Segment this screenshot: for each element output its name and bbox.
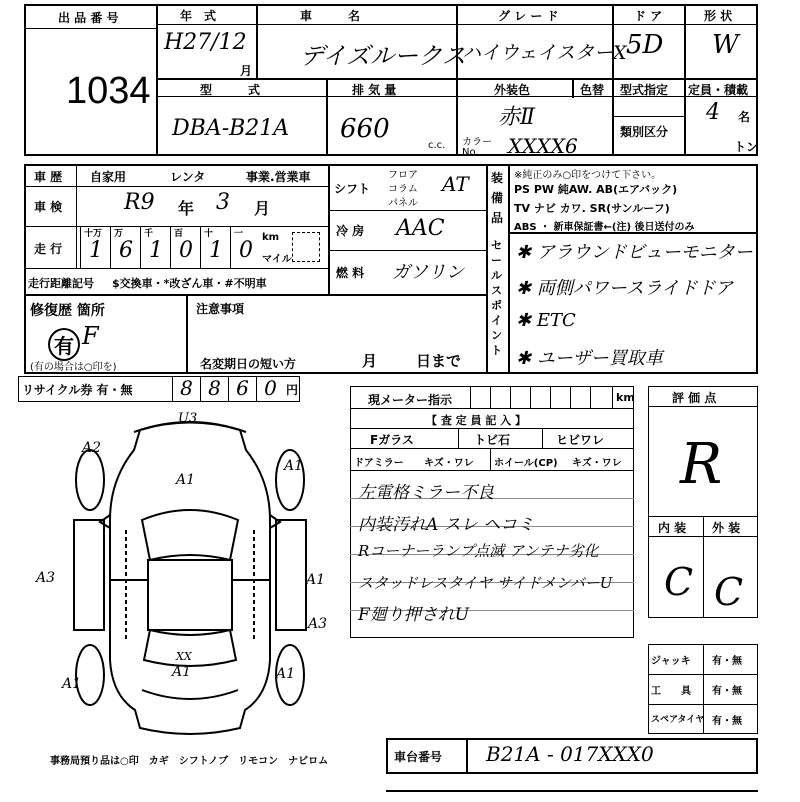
displacement-label: 排 気 量 xyxy=(352,83,397,97)
sales-point-2-text: 両側パワースライドドア xyxy=(536,278,733,299)
mileage-digit: 1 xyxy=(149,238,163,263)
color-no-label: カラー No. xyxy=(462,137,492,158)
inspection-month-value: 3 xyxy=(216,190,230,215)
diagram-mark-a2: A2 xyxy=(82,440,102,456)
aircon-label: 冷 房 xyxy=(336,224,365,238)
capacity-unit-ton: トン xyxy=(734,140,759,154)
mileage-unit-km: km xyxy=(262,232,280,243)
history-label: 車 歴 xyxy=(34,170,63,184)
sales-point-4: ✱ ユーザー買取車 xyxy=(516,348,663,369)
model-label: 型 式 xyxy=(200,83,261,97)
shape-value: W xyxy=(712,30,739,60)
exterior-label: 外 装 xyxy=(712,521,741,535)
tool-jack-label: ジャッキ xyxy=(651,656,691,667)
side-left xyxy=(74,520,104,630)
recycle-digit: 0 xyxy=(256,376,284,402)
displacement-value: 660 xyxy=(340,114,390,144)
year-month-label: 月 xyxy=(240,64,253,78)
sales-point-1: ✱ アラウンドビューモニター xyxy=(516,242,753,263)
inspector-line-3: Rコーナーランプ点滅 アンテナ劣化 xyxy=(358,542,599,560)
meter-cell-divider xyxy=(570,386,571,408)
car-name-value: デイズルークス xyxy=(300,42,466,70)
car-body-outline xyxy=(110,423,270,735)
mileage-digit: 0 xyxy=(179,238,193,263)
equipment-row-3: ABS ・ 新車保証書←(注) 後日送付のみ xyxy=(514,222,695,233)
fglass-label: Fガラス xyxy=(370,433,414,447)
mileage-cell xyxy=(230,226,260,268)
mirror-label: ドアミラー xyxy=(354,458,404,469)
evaluation-score: R xyxy=(680,432,723,497)
interior-label: 内 装 xyxy=(658,521,687,535)
shape-label: 形 状 xyxy=(704,9,733,23)
aircon-value: AAC xyxy=(396,216,445,241)
sales-point-1-text: アラウンドビューモニター xyxy=(536,242,753,263)
model-value: DBA-B21A xyxy=(172,116,290,141)
equipment-label: 装 備 品 xyxy=(491,171,504,225)
inspector-line-5: F廻り押されU xyxy=(358,605,470,625)
wheel-front-left xyxy=(76,450,104,510)
year-value: H27/12 xyxy=(164,30,247,55)
mileage-place-label: 十万 xyxy=(84,229,103,239)
shift-opt-panel: パネル xyxy=(388,198,418,209)
mileage-place-label: 一 xyxy=(234,229,244,239)
interior-score: C xyxy=(664,560,694,604)
notes-label: 注意事項 xyxy=(196,302,245,316)
sales-point-4-text: ユーザー買取車 xyxy=(536,348,663,369)
ext-color-label: 外装色 xyxy=(494,83,531,97)
chassis-value: B21A - 017XXX0 xyxy=(486,742,654,766)
diagram-mark-xx: XX xyxy=(176,650,192,663)
meter-cell-divider xyxy=(490,386,491,408)
bottom-strip xyxy=(386,790,758,802)
meter-cell-divider xyxy=(510,386,511,408)
hibiware-label: ヒビワレ xyxy=(556,433,605,447)
history-opt-1: 自家用 xyxy=(90,170,127,184)
tobiishi-label: トビ石 xyxy=(474,433,511,447)
inspector-line-2: 内装汚れA スレ ヘコミ xyxy=(358,515,535,535)
inspection-value: R9 xyxy=(124,190,155,215)
sales-point-3: ✱ ETC xyxy=(516,310,576,331)
capacity-label: 定員・積載 xyxy=(688,83,749,97)
diagram-mark-a1-rr: A1 xyxy=(276,666,296,682)
mileage-cell xyxy=(80,226,110,268)
tool-spare-label: スペアタイヤ xyxy=(651,715,705,725)
notes-month: 月 xyxy=(362,352,378,370)
trunk-line xyxy=(142,690,238,699)
wheel-label: ホイール(CP) xyxy=(494,458,558,469)
category-label: 類別区分 xyxy=(620,125,669,139)
tool-tools-opts: 有・無 xyxy=(712,686,742,697)
sales-point-2: ✱ 両側パワースライドドア xyxy=(516,278,733,299)
history-opt-3: 事業.営業車 xyxy=(246,170,311,184)
diagram-mark-a1-rl: A1 xyxy=(62,676,82,692)
color-change-label: 色替 xyxy=(580,83,605,97)
type-designation-label: 型式指定 xyxy=(620,83,669,97)
mileage-digit: 0 xyxy=(239,238,253,263)
notes-deadline: 名変期日の短い方 xyxy=(200,357,297,371)
side-right xyxy=(276,520,306,630)
mileage-digit: 1 xyxy=(209,238,223,263)
exterior-score: C xyxy=(714,570,744,614)
inspector-line-4: スタッドレスタイヤ サイドメンバーU xyxy=(358,574,613,592)
repair-detail: F xyxy=(82,322,99,350)
windshield xyxy=(142,510,238,560)
meter-unit: km xyxy=(616,391,635,404)
mileage-place-label: 十 xyxy=(204,229,214,239)
wheel-rear-left xyxy=(76,645,104,705)
repair-value: 有 xyxy=(48,328,80,361)
notes-day: 日まで xyxy=(416,352,462,370)
fuel-label: 燃 料 xyxy=(336,266,365,280)
mileage-place-label: 千 xyxy=(144,229,154,239)
door-label: ド ア xyxy=(634,9,663,23)
tool-jack-opts: 有・無 xyxy=(712,656,742,667)
mirror-opts: キズ・ワレ xyxy=(424,458,474,469)
meter-cell-divider xyxy=(590,386,591,408)
office-items: 事務局預り品は○印 カギ シフトノブ リモコン ナビロム xyxy=(50,756,329,767)
mileage-cell xyxy=(140,226,170,268)
history-opt-2: レンタ xyxy=(170,170,206,184)
sales-point-3-text: ETC xyxy=(536,310,576,331)
evaluation-label: 評 価 点 xyxy=(672,391,717,405)
repair-label: 修復歴 箇所 xyxy=(30,303,105,319)
sales-points-label: セールスポイント xyxy=(491,239,502,357)
recycle-digit: 8 xyxy=(200,376,228,402)
inspection-month-label: 月 xyxy=(254,199,271,218)
inspection-label: 車 検 xyxy=(34,200,63,214)
meter-cell-divider xyxy=(550,386,551,408)
shift-value: AT xyxy=(442,172,469,196)
displacement-unit: c.c. xyxy=(428,140,446,151)
diagram-mark-u3: U3 xyxy=(178,411,198,426)
meter-label: 現メーター指示 xyxy=(368,393,453,407)
diagram-mark-a1-trunk: A1 xyxy=(172,664,192,680)
inspection-year-label: 年 xyxy=(178,199,195,218)
recycle-digit: 6 xyxy=(228,376,256,402)
grade-label: グ レ ー ド xyxy=(498,9,559,23)
shift-opt-floor: フロア xyxy=(388,170,418,181)
diagram-mark-a3-left: A3 xyxy=(36,570,56,586)
mileage-digit: 6 xyxy=(119,238,133,263)
wheel-opts: キズ・ワレ xyxy=(572,458,622,469)
meter-cell-divider xyxy=(530,386,531,408)
mileage-cell xyxy=(200,226,230,268)
shift-opt-column: コラム xyxy=(388,184,418,195)
mileage-record-label: 走行距離記号 xyxy=(28,277,94,290)
shift-label: シフト xyxy=(334,182,371,196)
door-value: 5D xyxy=(626,30,664,60)
equipment-row-1: PS PW 純AW. AB(エアバック) xyxy=(514,183,678,196)
year-label: 年 式 xyxy=(180,9,217,23)
mileage-unit-mile: マイル xyxy=(262,254,292,265)
mileage-place-label: 万 xyxy=(114,229,124,239)
mileage-cell xyxy=(110,226,140,268)
diagram-mark-a1-right: A1 xyxy=(306,572,326,588)
mileage-cell xyxy=(170,226,200,268)
diagram-mark-a1-hood: A1 xyxy=(176,472,196,488)
ext-color-value: 赤Ⅱ xyxy=(498,105,535,130)
mile-checkbox xyxy=(292,232,320,262)
chassis-label: 車台番号 xyxy=(394,750,443,764)
equipment-note: ※純正のみ○印をつけて下さい。 xyxy=(514,170,662,181)
car-name-label: 車 名 xyxy=(300,9,361,23)
capacity-value: 4 xyxy=(706,100,720,125)
diagram-mark-a3-right: A3 xyxy=(308,616,328,632)
recycle-label: リサイクル券 有・無 xyxy=(22,383,133,397)
tool-tools-label: 工 具 xyxy=(651,686,691,697)
color-no-value: XXXX6 xyxy=(508,134,578,158)
recycle-digit: 8 xyxy=(172,376,200,402)
mileage-digit: 1 xyxy=(89,238,103,263)
meter-cell-divider xyxy=(470,386,471,408)
lot-number: 1034 xyxy=(66,70,151,112)
roof xyxy=(148,560,232,630)
equipment-row-2: TV ナビ カワ. SR(サンルーフ) xyxy=(514,202,670,215)
mileage-label: 走 行 xyxy=(34,242,63,256)
fuel-value: ガソリン xyxy=(392,262,464,283)
mileage-record-value: $交換車・*改ざん車・#不明車 xyxy=(112,277,267,290)
capacity-unit-person: 名 xyxy=(738,110,751,124)
recycle-unit: 円 xyxy=(286,383,299,397)
mileage-place-label: 百 xyxy=(174,229,184,239)
lot-label: 出 品 番 号 xyxy=(58,11,119,25)
grade-value: ハイウェイスターX xyxy=(462,42,627,64)
repair-note: (有の場合は○印を) xyxy=(30,362,117,373)
tool-spare-opts: 有・無 xyxy=(712,716,742,727)
diagram-mark-a1-fr: A1 xyxy=(284,458,304,474)
inspector-title: 【 査 定 員 記 入 】 xyxy=(426,414,526,427)
inspector-line-1: 左電格ミラー不良 xyxy=(358,483,494,503)
